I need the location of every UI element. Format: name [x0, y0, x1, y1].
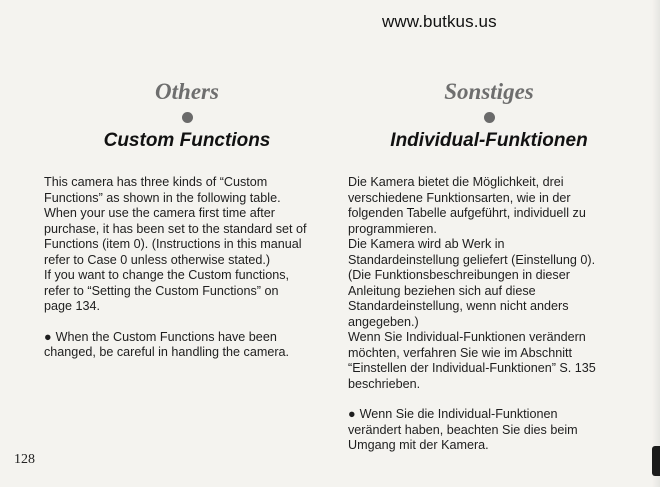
text-line: Umgang mit der Kamera. [348, 438, 489, 452]
text-line: Anleitung beziehen sich auf diese [348, 283, 536, 298]
paragraph-intro-en [44, 175, 330, 315]
section-dot-icon [182, 112, 193, 123]
text-line: Die Kamera bietet die Möglichkeit, drei [348, 175, 564, 189]
text-line: If you want to change the Custom functions, [44, 268, 290, 282]
text-line: (Die Funktionsbeschreibungen in dieser [348, 268, 570, 282]
section-title-en: Others [155, 79, 219, 104]
english-column [44, 78, 330, 361]
text-line: folgenden Tabelle aufgeführt, individuell zu [348, 206, 586, 220]
text-line: When the Custom Functions have been [55, 329, 277, 344]
text-line: angegeben.) [348, 314, 419, 329]
watermark-url: www.butkus.us [382, 12, 497, 31]
text-line: Functions (item 0). (Instructions in this manual [44, 237, 302, 251]
text-line: Die Kamera wird ab Werk in [348, 237, 505, 251]
text-line: page 134. [44, 299, 101, 313]
text-line: Standardeinstellung, wenn nicht anders [348, 299, 569, 313]
text-line: refer to “Setting the Custom Functions” on [44, 283, 279, 298]
text-line: programmieren. [348, 221, 437, 236]
text-line: changed, be careful in handling the camera. [44, 345, 290, 359]
text-line: refer to Case 0 unless otherwise stated.) [44, 252, 271, 267]
text-line: This camera has three kinds of “Custom [44, 175, 268, 189]
text-line: Functions” as shown in the following table. [44, 190, 281, 205]
text-line: Standardeinstellung geliefert (Einstellung 0). [348, 252, 596, 267]
paragraph-note-de [348, 407, 630, 454]
subtitle-de: Individual-Funktionen [390, 130, 588, 151]
bullet-icon: ● [44, 329, 52, 344]
text-line: purchase, it has been set to the standard set of [44, 221, 307, 236]
german-column [348, 78, 630, 454]
page-edge-shadow [652, 0, 660, 487]
text-line: Wenn Sie Individual-Funktionen verändern [348, 330, 586, 344]
text-line: verändert haben, beachten Sie dies beim [348, 422, 578, 437]
page-number: 128 [14, 452, 35, 467]
paragraph-intro-de [348, 175, 630, 392]
section-dot-icon [484, 112, 495, 123]
paragraph-note-en [44, 330, 330, 361]
text-line: Wenn Sie die Individual-Funktionen [359, 407, 558, 421]
page-edge-tab [652, 446, 660, 476]
section-title-de: Sonstiges [444, 79, 534, 104]
text-line: “Einstellen der Individual-Funktionen” S. 135 [348, 361, 596, 375]
text-line: möchten, verfahren Sie wie im Abschnitt [348, 345, 572, 360]
text-line: beschrieben. [348, 376, 421, 391]
text-line: verschiedene Funktionsarten, wie in der [348, 190, 571, 205]
subtitle-en: Custom Functions [103, 130, 271, 151]
text-line: When your use the camera first time after [44, 206, 275, 220]
bullet-icon: ● [348, 407, 356, 421]
